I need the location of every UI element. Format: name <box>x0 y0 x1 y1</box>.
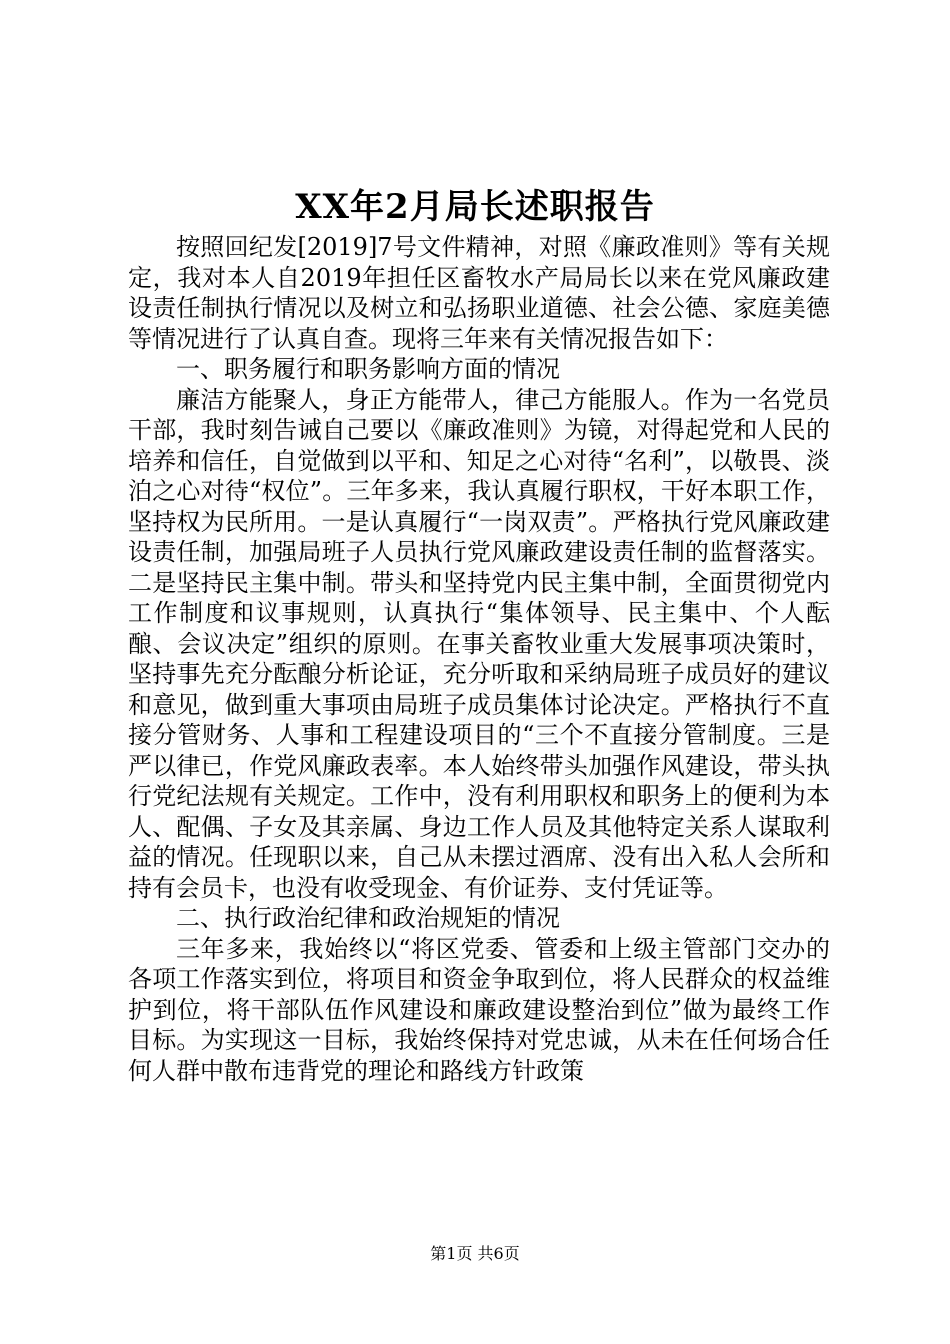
document-body <box>128 232 830 1086</box>
document-title: XX年2月局长述职报告 <box>295 187 655 227</box>
section-heading-2: 二、执行政治纪律和政治规矩的情况 <box>176 904 560 932</box>
paragraph-intro: 按照回纪发[2019]7号文件精神，对照《廉政准则》等有关规定，我对本人自2019年担任区畜牧水产局局长以来在党风廉政建设责任制执行情况以及树立和弘扬职业道德、社会公德、家庭美德等情况进行了认真自查。现将三年来有关情况报告如下： <box>128 233 830 353</box>
page-footer: 第1页 共6页 <box>430 1244 520 1263</box>
paragraph-section-2: 三年多来，我始终以“将区党委、管委和上级主管部门交办的各项工作落实到位，将项目和资金争取到位，将人民群众的权益维护到位，将干部队伍作风建设和廉政建设整治到位”做为最终工作目标。为实现这一目标，我始终保持对党忠诚，从未在任何场合任何人群中散布违背党的理论和路线方针政策 <box>128 934 830 1085</box>
paragraph-section-1: 廉洁方能聚人，身正方能带人，律己方能服人。作为一名党员干部，我时刻告诫自己要以《廉政准则》为镜，对得起党和人民的培养和信任，自觉做到以平和、知足之心对待“名利”，以敬畏、淡泊之心对待“权位”。三年多来，我认真履行职权，干好本职工作，坚持权为民所用。一是认真履行“一岗双责”。严格执行党风廉政建设责任制，加强局班子人员执行党风廉政建设责任制的监督落实。二是坚持民主集中制。带头和坚持党内民主集中制，全面贯彻党内工作制度和议事规则，认真执行“集体领导、民主集中、个人酝酿、会议决定”组织的原则。在事关畜牧业重大发展事项决策时，坚持事先充分酝酿分析论证，充分听取和采纳局班子成员好的建议和意见，做到重大事项由局班子成员集体讨论决定。严格执行不直接分管财务、人事和工程建设项目的“三个不直接分管制度。三是严以律已，作党风廉政表率。本人始终带头加强作风建设，带头执行党纪法规有关规定。工作中，没有利用职权和职务上的便利为本人、配偶、子女及其亲属、身边工作人员及其他特定关系人谋取利益的情况。任现职以来，自己从未摆过酒席、没有出入私人会所和持有会员卡，也没有收受现金、有价证券、支付凭证等。 <box>128 385 830 902</box>
section-heading-1: 一、职务履行和职务影响方面的情况 <box>176 355 560 383</box>
